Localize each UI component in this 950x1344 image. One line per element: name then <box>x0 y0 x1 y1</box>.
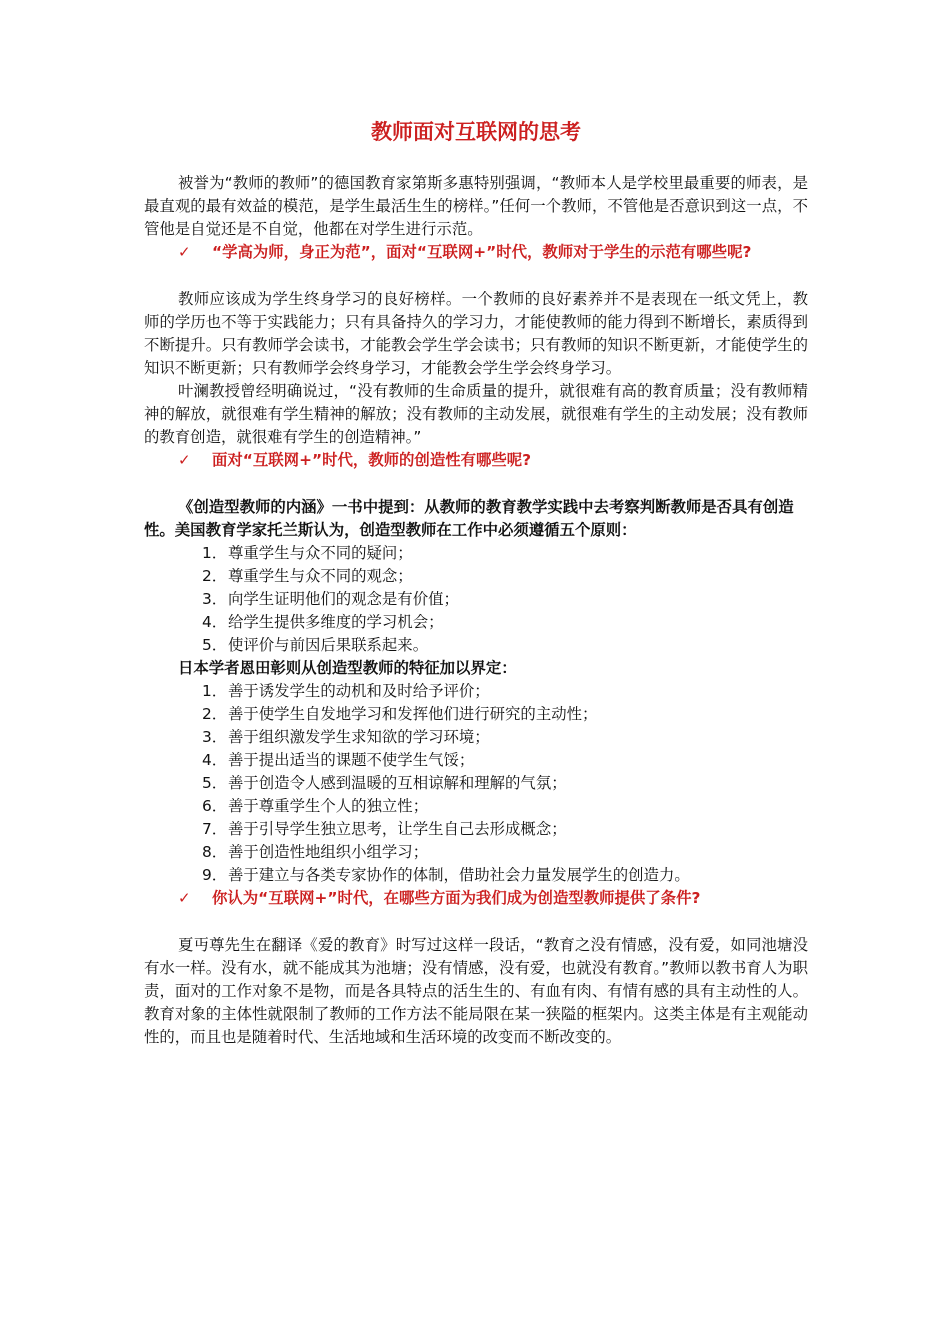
checkmark-icon: ✓ <box>178 889 191 907</box>
list-item: 7．善于引导学生独立思考，让学生自己去形成概念； <box>202 820 567 838</box>
list-item: 9．善于建立与各类专家协作的体制，借助社会力量发展学生的创造力。 <box>202 866 690 884</box>
paragraph-lifelong-learning: 教师应该成为学生终身学习的良好榜样。一个教师的良好素养并不是表现在一纸文凭上，教师的学历也不等于实践能力；只有具备持久的学习力，才能使教师的能力得到不断增长，素质得到不断提升。只有教师学会读书，才能教会学生学会读书；只有教师的知识不断更新，才能使学生的知识不断更新；只有教师学会终身学习，才能教会学生学会终身学习。 <box>144 290 808 377</box>
list-item: 5．善于创造令人感到温暖的互相谅解和理解的气氛； <box>202 774 567 792</box>
question-2-text: 面对“互联网+”时代，教师的创造性有哪些呢? <box>212 451 532 469</box>
features-heading: 日本学者恩田彰则从创造型教师的特征加以界定： <box>178 659 517 677</box>
list-item: 5．使评价与前因后果联系起来。 <box>202 636 429 654</box>
document-page <box>144 112 808 1049</box>
list-item: 1．善于诱发学生的动机和及时给予评价； <box>202 682 490 700</box>
paragraph-education-of-love: 夏丏尊先生在翻译《爱的教育》时写过这样一段话，“教育之没有情感，没有爱，如同池塘没有水一样。没有水，就不能成其为池塘；没有情感，没有爱，也就没有教育。”教师以教书育人为职责，面对的工作对象不是物，而是各具特点的活生生的、有血有肉、有情有感的具有主动性的人。教育对象的主体性就限制了教师的工作方法不能局限在某一狭隘的框架内。这类主体是有主观能动性的，而且也是随着时代、生活地域和生活环境的改变而不断改变的。 <box>144 936 808 1046</box>
list-item: 2．善于使学生自发地学习和发挥他们进行研究的主动性； <box>202 705 598 723</box>
list-item: 4．善于提出适当的课题不使学生气馁； <box>202 751 475 769</box>
spacer <box>144 472 808 496</box>
document-title: 教师面对互联网的思考 <box>371 120 581 144</box>
spacer <box>144 910 808 934</box>
checkmark-icon: ✓ <box>178 451 191 469</box>
features-list <box>144 680 808 887</box>
paragraph-ye-lan-quote: 叶澜教授曾经明确说过，“没有教师的生命质量的提升，就很难有高的教育质量；没有教师精神的解放，就很难有学生精神的解放；没有教师的主动发展，就很难有学生的主动发展；没有教师的教育创造，就很难有学生的创造精神。” <box>144 382 808 446</box>
question-3-text: 你认为“互联网+”时代，在哪些方面为我们成为创造型教师提供了条件? <box>212 889 701 907</box>
paragraph-diesterweg-quote: 被誉为“教师的教师”的德国教育家第斯多惠特别强调，“教师本人是学校里最重要的师表，是最直观的最有效益的模范，是学生最活生生的榜样。”任何一个教师，不管他是否意识到这一点，不管他是自觉还是不自觉，他都在对学生进行示范。 <box>144 174 808 238</box>
list-item: 1．尊重学生与众不同的疑问； <box>202 544 413 562</box>
question-1 <box>144 241 808 264</box>
paragraph-creative-teacher-intro: 《创造型教师的内涵》一书中提到：从教师的教育教学实践中去考察判断教师是否具有创造性。美国教育学家托兰斯认为，创造型教师在工作中必须遵循五个原则： <box>144 498 794 539</box>
list-item: 4．给学生提供多维度的学习机会； <box>202 613 444 631</box>
list-item: 3．向学生证明他们的观念是有价值； <box>202 590 459 608</box>
list-item: 6．善于尊重学生个人的独立性； <box>202 797 429 815</box>
principles-list <box>144 542 808 657</box>
question-1-text: “学高为师，身正为范”，面对“互联网+”时代，教师对于学生的示范有哪些呢? <box>212 243 752 261</box>
checkmark-icon: ✓ <box>178 243 191 261</box>
question-3 <box>144 887 808 910</box>
list-item: 8．善于创造性地组织小组学习； <box>202 843 429 861</box>
question-2 <box>144 449 808 472</box>
list-item: 2．尊重学生与众不同的观念； <box>202 567 413 585</box>
spacer <box>144 264 808 288</box>
list-item: 3．善于组织激发学生求知欲的学习环境； <box>202 728 490 746</box>
